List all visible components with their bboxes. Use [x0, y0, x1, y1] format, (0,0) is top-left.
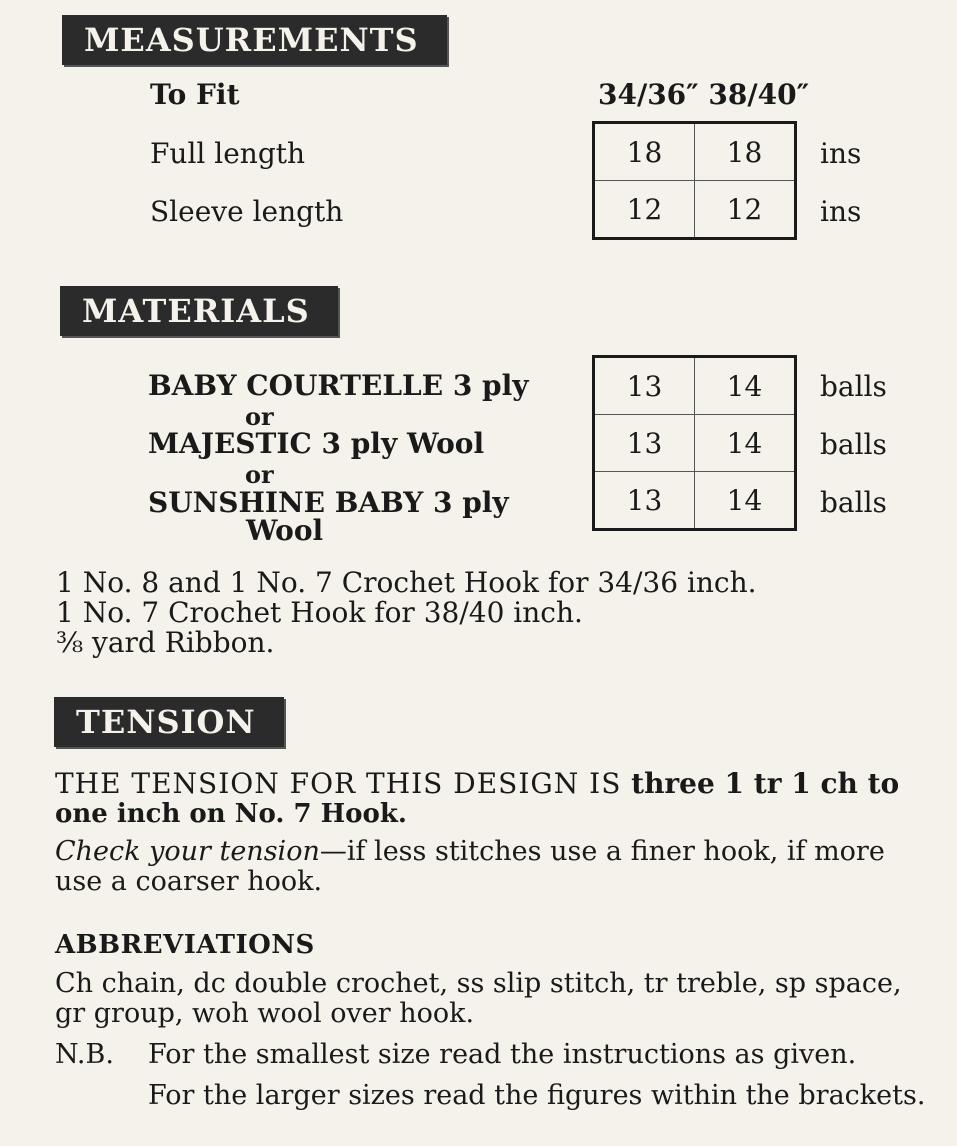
unit-label: ins	[820, 137, 862, 170]
table-cell: 14	[695, 357, 796, 415]
table-cell: 13	[594, 415, 695, 472]
unit-label: ins	[820, 195, 862, 228]
to-fit-label: To Fit	[150, 78, 240, 111]
table-row	[594, 181, 796, 239]
table-row	[594, 123, 796, 181]
tension-heading: TENSION	[54, 697, 284, 747]
materials-note: ⅜ yard Ribbon.	[56, 626, 275, 659]
materials-note: 1 No. 8 and 1 No. 7 Crochet Hook for 34/36 inch.	[56, 566, 757, 599]
table-cell: 14	[695, 472, 796, 530]
tension-caps: THE TENSION FOR THIS DESIGN IS	[55, 767, 622, 800]
unit-label: balls	[820, 486, 887, 519]
tension-check-italic: Check your tension	[55, 836, 320, 867]
tension-line2: one inch on No. 7 Hook.	[55, 799, 407, 829]
nb-label: N.B.	[55, 1039, 114, 1070]
table-cell: 12	[695, 181, 796, 239]
sizes-label: 34/36″ 38/40″	[598, 78, 810, 111]
abbreviations-line1: Ch chain, dc double crochet, ss slip stitch, tr treble, sp space,	[55, 968, 902, 999]
table-row	[594, 415, 796, 472]
table-cell: 18	[594, 123, 695, 181]
tension-check-line2: use a coarser hook.	[55, 866, 323, 897]
measurements-table	[592, 121, 797, 240]
table-row	[594, 472, 796, 530]
materials-note: 1 No. 7 Crochet Hook for 38/40 inch.	[56, 596, 583, 629]
unit-label: balls	[820, 370, 887, 403]
unit-label: balls	[820, 428, 887, 461]
or-label: or	[245, 460, 274, 489]
yarn-baby-courtelle: BABY COURTELLE 3 ply	[148, 369, 529, 402]
yarn-majestic: MAJESTIC 3 ply Wool	[148, 427, 485, 460]
table-cell: 13	[594, 357, 695, 415]
tension-check-rest: —if less stitches use a finer hook, if more	[319, 836, 885, 867]
table-cell: 18	[695, 123, 796, 181]
nb-line1: For the smallest size read the instructions as given.	[148, 1039, 857, 1070]
sleeve-length-label: Sleeve length	[150, 195, 344, 228]
yarn-sunshine-baby-line2: Wool	[246, 514, 324, 547]
table-cell: 13	[594, 472, 695, 530]
abbreviations-line2: gr group, woh wool over hook.	[55, 998, 475, 1029]
nb-line2: For the larger sizes read the figures within the brackets.	[148, 1080, 926, 1111]
full-length-label: Full length	[150, 137, 306, 170]
table-cell: 14	[695, 415, 796, 472]
tension-statement	[55, 769, 899, 799]
table-cell: 12	[594, 181, 695, 239]
or-label: or	[245, 402, 274, 431]
table-row	[594, 357, 796, 415]
materials-table	[592, 355, 797, 531]
tension-rest: three 1 tr 1 ch to	[621, 767, 900, 800]
materials-heading: MATERIALS	[60, 286, 338, 336]
measurements-heading: MEASUREMENTS	[62, 15, 447, 65]
abbreviations-heading: ABBREVIATIONS	[55, 930, 315, 960]
tension-check	[55, 837, 885, 867]
yarn-sunshine-baby: SUNSHINE BABY 3 ply	[148, 486, 509, 519]
